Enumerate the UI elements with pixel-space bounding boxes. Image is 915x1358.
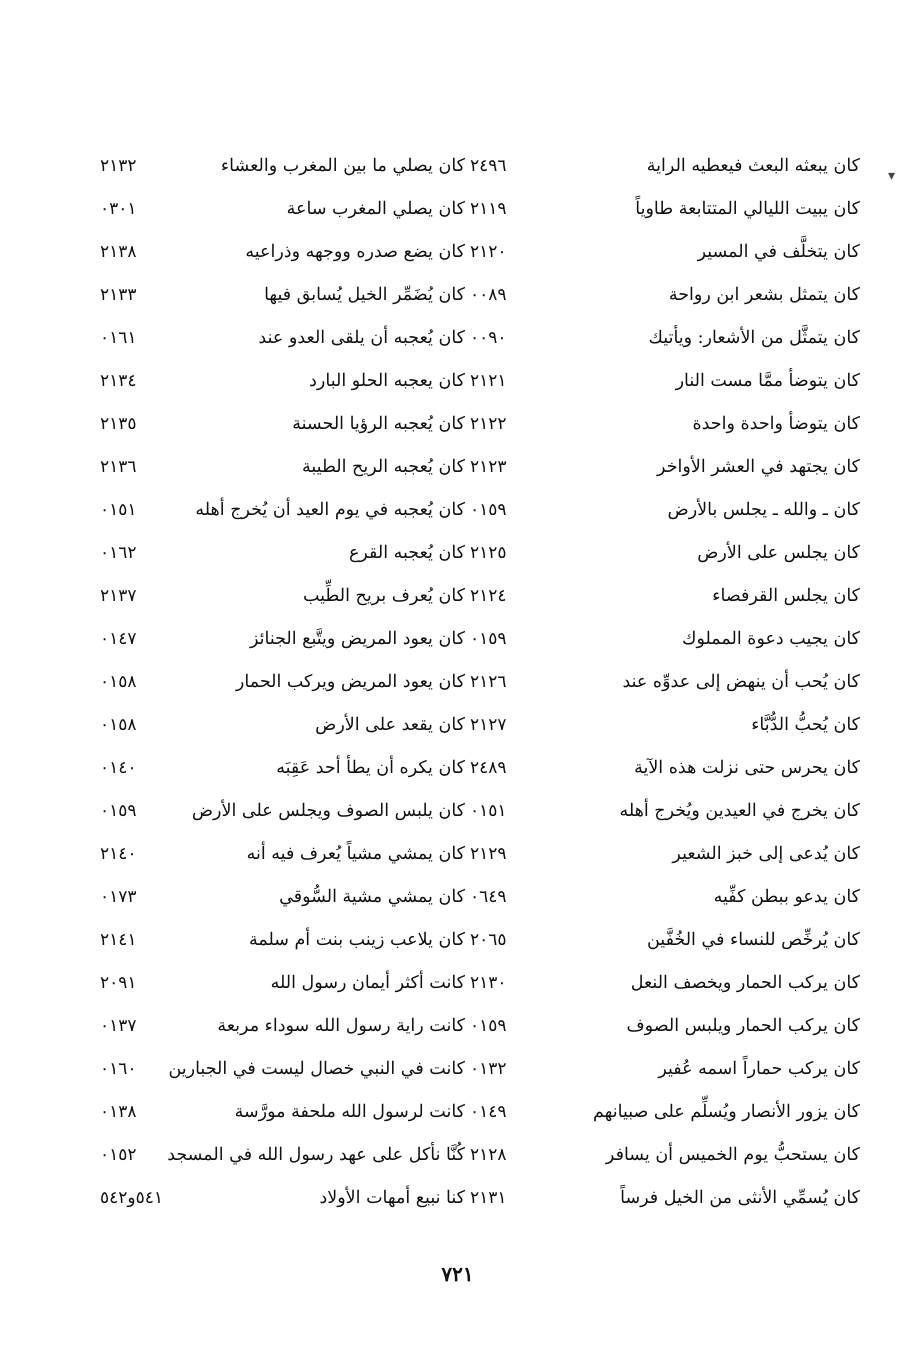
index-entry — [100, 962, 465, 1005]
entry-phrase: كان يعود المريض ويتَّبع الجنائز — [249, 629, 465, 649]
entry-reference-number: ٢١٢٨ — [470, 1145, 507, 1165]
index-entry — [470, 919, 860, 962]
index-entry — [100, 833, 465, 876]
entry-reference-number: ٢١٣٤ — [100, 371, 137, 391]
index-entry — [100, 403, 465, 446]
entry-phrase: كان يضع صدره ووجهه وذراعيه — [245, 242, 465, 262]
entry-reference-number: ٢١٣٧ — [100, 586, 137, 606]
index-entry — [100, 1134, 465, 1177]
index-entry — [470, 360, 860, 403]
index-entry — [470, 489, 860, 532]
index-entry — [470, 1091, 860, 1134]
index-entry — [470, 661, 860, 704]
entry-reference-number: ٠١٤٩ — [470, 1102, 507, 1122]
entry-reference-number: ٢١٣٢ — [100, 156, 137, 176]
entry-reference-number: ٢١٢٥ — [470, 543, 507, 563]
index-entry — [100, 317, 465, 360]
entry-reference-number: ٠١٥٩ — [470, 629, 507, 649]
entry-reference-number: ٢١٢٢ — [470, 414, 507, 434]
index-entry — [100, 274, 465, 317]
entry-reference-number: ٢١٣٦ — [100, 457, 137, 477]
index-entry — [470, 145, 860, 188]
entry-reference-number: ٠١٥٩ — [100, 801, 137, 821]
entry-reference-number: ٠١٥١ — [470, 801, 507, 821]
entry-phrase: كان يلاعب زينب بنت أم سلمة — [248, 930, 465, 950]
entry-reference-number: ٢٤٩٦ — [470, 156, 507, 176]
entry-reference-number: ٠١٥١ — [100, 500, 137, 520]
entry-reference-number: ٠٣٠١ — [100, 199, 137, 219]
page-number: ٧٢١ — [441, 1262, 474, 1286]
entry-phrase: كان يبعثه البعث فيعطيه الراية — [646, 156, 860, 176]
entry-phrase: كان يقعد على الأرض — [315, 715, 465, 735]
index-entry — [470, 1177, 860, 1220]
index-entry — [470, 704, 860, 747]
entry-phrase: كان يُعرف بريح الطِّيب — [302, 586, 465, 606]
entry-reference-number: ٠٦٤٩ — [470, 887, 507, 907]
entry-phrase: كان يتوضأ ممَّا مست النار — [675, 371, 860, 391]
margin-mark: ▾ — [888, 168, 896, 184]
entry-reference-number: ٢١٢٦ — [470, 672, 507, 692]
entry-reference-number: ٢٠٦٥ — [470, 930, 507, 950]
entry-phrase: كان يكره أن يطأ أحد عَقِبَه — [276, 758, 465, 778]
entry-phrase: كانت لرسول الله ملحفة مورَّسة — [234, 1102, 465, 1122]
entry-reference-number: ٠١٥٨ — [100, 715, 137, 735]
entry-phrase: كان يمشي مشياً يُعرف فيه أنه — [246, 844, 465, 864]
index-entry — [470, 1005, 860, 1048]
entry-phrase: كان يركب الحمار ويلبس الصوف — [626, 1016, 860, 1036]
index-entry — [100, 876, 465, 919]
index-entry — [100, 704, 465, 747]
entry-reference-number: ٢١٣٨ — [100, 242, 137, 262]
entry-phrase: كان يجتهد في العشر الأواخر — [657, 457, 860, 477]
entry-phrase: كان يعود المريض ويركب الحمار — [235, 672, 465, 692]
entry-reference-number: ٢٠٩١ — [100, 973, 137, 993]
entry-phrase: كان يُرخِّص للنساء في الخُفَّين — [646, 930, 860, 950]
index-column-left — [100, 145, 500, 1220]
entry-phrase: كان يلبس الصوف ويجلس على الأرض — [191, 801, 465, 821]
entry-phrase: كان يُحب أن ينهض إلى عدوِّه عند — [622, 672, 860, 692]
entry-phrase: كان يخرج في العيدين ويُخرج أهله — [619, 801, 860, 821]
entry-phrase: كان يستحبُّ يوم الخميس أن يسافر — [605, 1145, 860, 1165]
index-entry — [470, 1048, 860, 1091]
entry-reference-number: ٠١٦٢ — [100, 543, 137, 563]
entry-phrase: كان يُدعى إلى خبز الشعير — [672, 844, 860, 864]
entry-reference-number: ٢١٤٠ — [100, 844, 137, 864]
entry-reference-number: ٢١٢١ — [470, 371, 507, 391]
entry-phrase: كان ـ والله ـ يجلس بالأرض — [667, 500, 860, 520]
entry-phrase: كان يُعجبه في يوم العيد أن يُخرج أهله — [195, 500, 465, 520]
index-entry — [100, 919, 465, 962]
entry-reference-number: ٠١٤٧ — [100, 629, 137, 649]
entry-reference-number: ٠١٣٨ — [100, 1102, 137, 1122]
entry-reference-number: ٢١٢٤ — [470, 586, 507, 606]
index-entry — [100, 661, 465, 704]
entry-reference-number: ٢١٢٠ — [470, 242, 507, 262]
entry-phrase: كان يدعو ببطن كفِّيه — [713, 887, 860, 907]
entry-reference-number: ٠١٣٢ — [470, 1059, 507, 1079]
index-entry — [470, 747, 860, 790]
entry-reference-number: ٠١٦١ — [100, 328, 137, 348]
entry-reference-number: ٠١٦٠ — [100, 1059, 137, 1079]
index-entry — [470, 962, 860, 1005]
index-entry — [100, 618, 465, 661]
index-column-right — [470, 145, 870, 1220]
entry-reference-number: ٢١٢٣ — [470, 457, 507, 477]
entry-reference-number: ٢٤٨٩ — [470, 758, 507, 778]
index-entry — [470, 833, 860, 876]
index-entry — [100, 1091, 465, 1134]
entry-reference-number: ٠١٣٧ — [100, 1016, 137, 1036]
entry-phrase: كان يتمثَّل من الأشعار: ويأتيك — [648, 328, 860, 348]
entry-phrase: كان يجيب دعوة المملوك — [682, 629, 860, 649]
index-entry — [470, 446, 860, 489]
entry-phrase: كُنَّا نأكل على عهد رسول الله في المسجد — [167, 1145, 465, 1165]
index-entry — [470, 317, 860, 360]
index-entry — [100, 145, 465, 188]
index-entry — [470, 790, 860, 833]
entry-phrase: كان يركب حماراً اسمه عُفير — [658, 1059, 860, 1079]
entry-reference-number: ٠١٥٨ — [100, 672, 137, 692]
index-entry — [100, 489, 465, 532]
entry-reference-number: ٠١٧٣ — [100, 887, 137, 907]
entry-reference-number: ٢١٣١ — [470, 1188, 507, 1208]
entry-phrase: كان يزور الأنصار ويُسلِّم على صبيانهم — [593, 1102, 860, 1122]
entry-reference-number: ٠١٥٢ — [100, 1145, 137, 1165]
entry-phrase: كان يُحبُّ الدُّبَّاء — [751, 715, 860, 735]
entry-phrase: كان يبيت الليالي المتتابعة طاوياً — [635, 199, 860, 219]
index-entry — [470, 231, 860, 274]
entry-reference-number: ٠٠٨٩ — [470, 285, 507, 305]
index-entry — [100, 1177, 465, 1220]
entry-phrase: كان يجلس على الأرض — [697, 543, 860, 563]
entry-reference-number: ٢١٢٩ — [470, 844, 507, 864]
entry-reference-number: ٠١٥٩ — [470, 1016, 507, 1036]
entry-phrase: كان يتمثل بشعر ابن رواحة — [668, 285, 860, 305]
index-entry — [470, 188, 860, 231]
entry-reference-number: ٢١٣٣ — [100, 285, 137, 305]
index-entry — [470, 876, 860, 919]
index-entry — [100, 790, 465, 833]
entry-phrase: كان يعجبه الحلو البارد — [309, 371, 465, 391]
index-entry — [470, 403, 860, 446]
entry-reference-number: ٠١٤٠ — [100, 758, 137, 778]
index-entry — [470, 532, 860, 575]
entry-phrase: كان يتخلَّف في المسير — [697, 242, 860, 262]
entry-phrase: كان يُعجبه القرع — [348, 543, 465, 563]
entry-phrase: كان يُضَمِّر الخيل يُسابق فيها — [264, 285, 465, 305]
index-entry — [470, 1134, 860, 1177]
index-entry — [100, 575, 465, 618]
entry-reference-number: ٠١٥٩ — [470, 500, 507, 520]
entry-reference-number: ٢١١٩ — [470, 199, 507, 219]
index-entry — [470, 575, 860, 618]
entry-phrase: كان يصلي المغرب ساعة — [286, 199, 465, 219]
index-entry — [100, 1005, 465, 1048]
entry-phrase: كان يمشي مشية السُّوقي — [279, 887, 465, 907]
entry-phrase: كان يُعجبه أن يلقى العدو عند — [258, 328, 465, 348]
index-entry — [470, 274, 860, 317]
entry-reference-number: ٢١٤١ — [100, 930, 137, 950]
index-entry — [100, 188, 465, 231]
index-entry — [100, 1048, 465, 1091]
entry-reference-number: ٥٤١و٥٤٢ — [100, 1188, 164, 1208]
entry-phrase: كان يُسمِّي الأنثى من الخيل فرساً — [620, 1188, 860, 1208]
entry-phrase: كان يحرس حتى نزلت هذه الآية — [634, 758, 860, 778]
index-entry — [470, 618, 860, 661]
entry-phrase: كان يجلس القرفصاء — [712, 586, 860, 606]
index-entry — [100, 360, 465, 403]
entry-phrase: كان يُعجبه الرؤيا الحسنة — [292, 414, 465, 434]
index-entry — [100, 747, 465, 790]
entry-phrase: كانت راية رسول الله سوداء مربعة — [217, 1016, 465, 1036]
entry-phrase: كانت أكثر أيمان رسول الله — [270, 973, 465, 993]
entry-phrase: كان يتوضأ واحدة واحدة — [692, 414, 860, 434]
entry-phrase: كان يُعجبه الريح الطيبة — [302, 457, 465, 477]
index-entry — [100, 231, 465, 274]
index-entry — [100, 446, 465, 489]
entry-reference-number: ٢١٣٥ — [100, 414, 137, 434]
entry-reference-number: ٢١٢٧ — [470, 715, 507, 735]
entry-phrase: كان يصلي ما بين المغرب والعشاء — [220, 156, 465, 176]
entry-reference-number: ٢١٣٠ — [470, 973, 507, 993]
entry-phrase: كانت في النبي خصال ليست في الجبارين — [168, 1059, 465, 1079]
entry-phrase: كان يركب الحمار ويخصف النعل — [630, 973, 860, 993]
entry-phrase: كنا نبيع أمهات الأولاد — [319, 1188, 465, 1208]
entry-reference-number: ٠٠٩٠ — [470, 328, 507, 348]
index-entry — [100, 532, 465, 575]
